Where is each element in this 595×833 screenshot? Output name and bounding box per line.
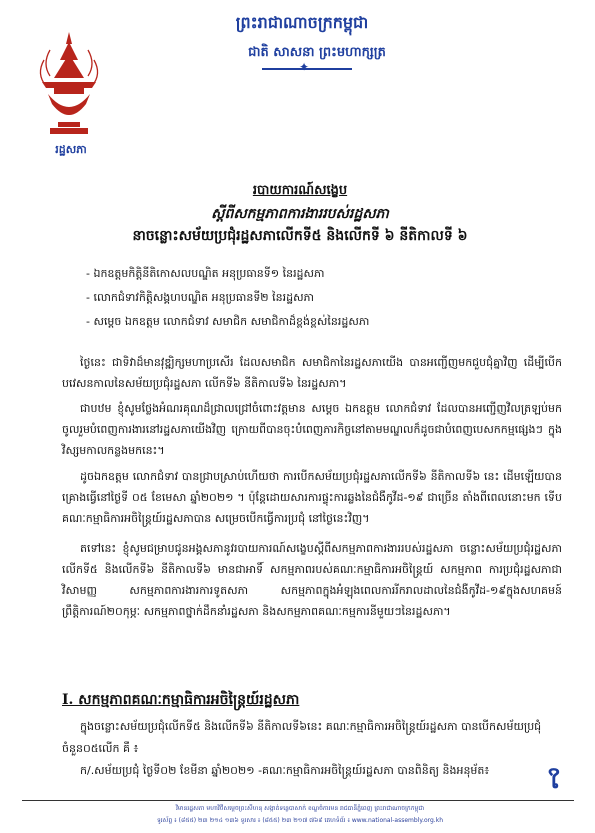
kingdom-heading: ព្រះរាជាណាចក្រកម្ពុជា — [235, 13, 369, 32]
body-paragraph: ជាបឋម ខ្ញុំសូមថ្លែងអំណរគុណដ៏ជ្រាលជ្រៅចំពោះវត្តមាន សម្តេច ឯកឧត្តម លោកជំទាវ ដែលបានអញ្ជើញវិលត្រឡប់មកចូលរួមបំពេញការងារនៅរដ្ឋសភាយើងវិញ ក្រោយពីបានចុះបំពេញភារកិច្ចនៅតាមមណ្ឌលក៏ដូចជាបំពេញបេសកកម្មផ្សេងៗ ក្នុងវិស្សមកាលកន្លងមកនេះ។ — [62, 402, 562, 457]
organization-name: រដ្ឋសភា — [55, 143, 87, 156]
national-assembly-emblem-icon — [34, 30, 104, 140]
report-title: របាយការណ៍សង្ខេប — [252, 183, 348, 198]
section-heading: I. សកម្មភាពគណៈកម្មាធិការអចិន្ត្រៃយ៍រដ្ឋសភា — [62, 692, 300, 708]
body-paragraph: ដូចឯកឧត្តម លោកជំទាវ បានជ្រាបស្រាប់ហើយថា ការបើកសម័យប្រជុំរដ្ឋសភាលើកទី៦ នីតិកាលទី៦ នេះ ដើមឡើយបានគ្រោងធ្វើនៅថ្ងៃទី ០៥ ខែមេសា ឆ្នាំ២០២១ ។ ប៉ុន្តែដោយសារការផ្ទុះការឆ្លងនៃជំងឺកូវីដ-១៩ ជាច្រើន តាំងពីពេលនោះមក ទើបគណៈកម្មាធិការអចិន្ត្រៃយ៍រដ្ឋសភាបាន សម្រេចបើកធ្វើការប្រជុំ នៅថ្ងៃនេះវិញ។ — [62, 470, 562, 525]
attendee-list — [86, 262, 369, 334]
report-subtitle: ស្តីពីសកម្មភាពការងាររបស់រដ្ឋសភា — [211, 206, 389, 222]
body-paragraph: ថ្ងៃនេះ ជាទិវាដ៏មានវុឌ្ឍិក្សមហាប្រសើរ ដែលសមាជិក សមាជិកានៃរដ្ឋសភាយើង បានអញ្ជើញមកជួបជុំគ្នាវិញ ដើម្បីបើកបវេសនកាលនៃសម័យប្រជុំរដ្ឋសភា លើកទី៦ នីតិកាលទី៦ នៃរដ្ឋសភា។ — [62, 356, 562, 390]
national-motto: ជាតិ សាសនា ព្រះមហាក្សត្រ — [248, 45, 386, 60]
footer-address: វិមានរដ្ឋសភា មហាវិថីសម្តេចព្រះសីហនុ សង្កាត់ទន្លេបាសាក់ ខណ្ឌចំការមន រាជធានីភ្នំពេញ ព្រះរាជាណាចក្រកម្ពុជា — [175, 805, 425, 812]
list-item: - លោកជំទាវកិត្តិសង្គហបណ្ឌិត អនុប្រធានទី២ នៃរដ្ឋសភា — [86, 291, 315, 304]
footer-contact: ទូរស័ព្ទ ៖ (៨៥៥) ២៣ ២១៤ ១៣៦ ទូរសារ ៖ (៨៥៥) ២៣ ២១៧ ៧៦៩ គេហទំព័រ ៖ www.national-assembly.org.kh — [156, 817, 443, 824]
page-mark: ໃ — [548, 768, 561, 794]
report-session-line: នាចន្លោះសម័យប្រជុំរដ្ឋសភាលើកទី៥ និងលើកទី ៦ នីតិកាលទី ៦ — [132, 228, 468, 244]
list-item: - សម្តេច ឯកឧត្តម លោកជំទាវ សមាជិក សមាជិកាដ៏ខ្ពង់ខ្ពស់នៃរដ្ឋសភា — [86, 315, 370, 328]
ornament-divider — [262, 68, 352, 70]
body-paragraph: តទៅនេះ ខ្ញុំសូមជម្រាបជូនអង្គសភានូវរបាយការណ៍សង្ខេបស្តីពីសកម្មភាពការងាររបស់រដ្ឋសភា ចន្លោះសម័យប្រជុំរដ្ឋសភាលើកទី៥ និងលើកទី៦ នីតិកាលទី៦ មានជាអាទិ៍ សកម្មភាពរបស់គណៈកម្មាធិការអចិន្ត្រៃយ៍ សកម្មភាព ការប្រជុំរដ្ឋសភាជាវិសាមញ្ញ សកម្មភាពការងារការទូតសភា សកម្មភាពក្នុងអំឡុងពេលការរីករាលដាលនៃជំងឺកូវីដ-១៩ក្នុងសហគមន៍ព្រឹត្តិការណ៍២០កុម្ភៈ សកម្មភាពថ្នាក់ដឹកនាំរដ្ឋសភា និងសកម្មភាពគណៈកម្មការនីមួយៗនៃរដ្ឋសភា។ — [62, 542, 562, 618]
section-intro: ក្នុងចន្លោះសម័យប្រជុំលើកទី៥ និងលើកទី៦ នីតិកាលទី៦នេះ គណៈកម្មាធិការអចិន្ត្រៃយ៍រដ្ឋសភា បានបើកសម័យប្រជុំចំនួន០៥លើក គឺ ៖ — [62, 720, 542, 755]
section-item: ក/.សម័យប្រជុំ ថ្ងៃទី០២ ខែមីនា ឆ្នាំ២០២១ -គណៈកម្មាធិការអចិន្ត្រៃយ៍រដ្ឋសភា បានពិនិត្យ និងអនុម័ត៖ — [80, 764, 490, 777]
footer-divider — [22, 800, 574, 801]
list-item: - ឯកឧត្តមកិត្តិនីតិកោសលបណ្ឌិត អនុប្រធានទី១ នៃរដ្ឋសភា — [86, 267, 325, 280]
